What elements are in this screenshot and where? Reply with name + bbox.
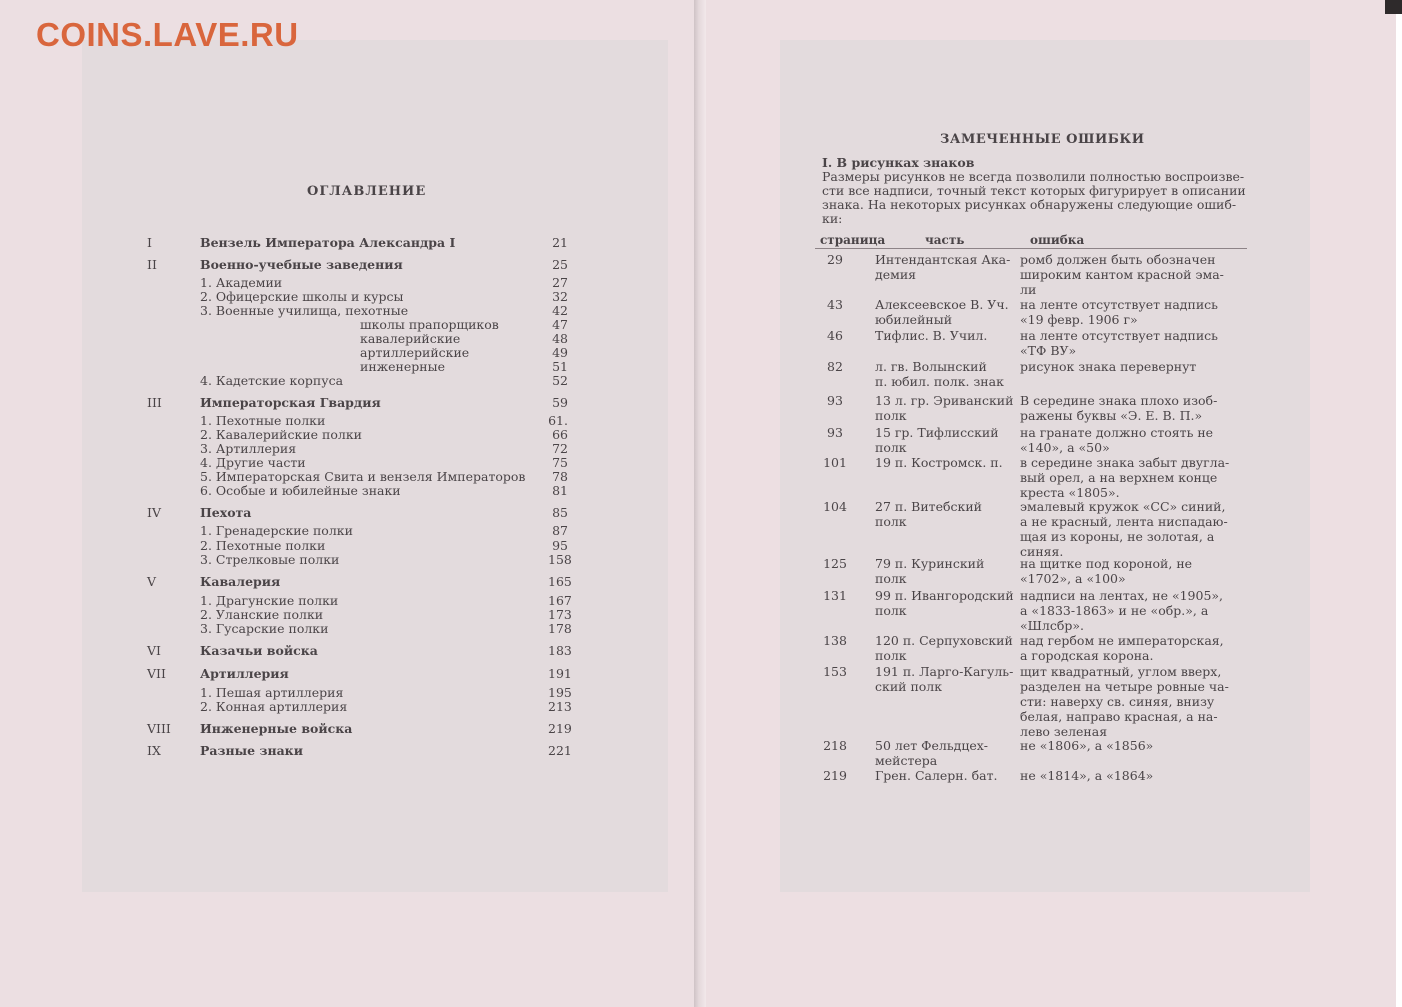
- errata-note: [1020, 588, 1250, 633]
- toc-page-number: 59: [552, 395, 568, 410]
- errata-note-line: вый орел, а на верхнем конце: [1020, 470, 1218, 485]
- toc-page-number: 191: [548, 666, 572, 681]
- errata-note-line: щая из короны, не золотая, а: [1020, 529, 1215, 544]
- left-print-area: [82, 40, 668, 892]
- scan-corner: [1385, 0, 1402, 14]
- errata-note-line: «140», а «50»: [1020, 440, 1110, 455]
- errata-part-line: 15 гр. Тифлисский: [875, 425, 999, 440]
- errata-note-line: разделен на четыре ровные ча-: [1020, 679, 1229, 694]
- toc-entry-title: 2. Конная артиллерия: [200, 699, 348, 714]
- toc-entry-title: инженерные: [360, 359, 445, 374]
- toc-entry-title: Инженерные войска: [200, 721, 353, 736]
- errata-part-line: 79 п. Куринский: [875, 556, 985, 571]
- toc-entry-title: Казачьи войска: [200, 643, 318, 658]
- errata-note-line: эмалевый кружок «СС» синий,: [1020, 499, 1226, 514]
- errata-page-number: 93: [827, 425, 843, 440]
- errata-note: [1020, 664, 1250, 739]
- errata-part-line: 50 лет Фельдцех-: [875, 738, 989, 753]
- errata-page-number: 218: [823, 738, 847, 753]
- errata-part-line: полк: [875, 408, 907, 423]
- errata-part-line: 120 п. Серпуховский: [875, 633, 1013, 648]
- toc-entry-title: 1. Академии: [200, 275, 283, 290]
- errata-note-line: сти: наверху св. синяя, внизу: [1020, 694, 1215, 709]
- errata-part-line: Грен. Салерн. бат.: [875, 768, 998, 783]
- toc-page-number: 81: [552, 483, 568, 498]
- errata-part-line: Тифлис. В. Учил.: [875, 328, 988, 343]
- toc-entry-title: 1. Пешая артиллерия: [200, 685, 344, 700]
- errata-part-line: мейстера: [875, 753, 938, 768]
- toc-section-number: III: [147, 395, 162, 410]
- toc-entry-title: 2. Офицерские школы и курсы: [200, 289, 404, 304]
- errata-part-line: 19 п. Костромск. п.: [875, 455, 1003, 470]
- errata-part: [875, 455, 1020, 470]
- errata-part-line: юбилейный: [875, 312, 953, 327]
- errata-part: [875, 297, 1020, 327]
- toc-entry-title: 3. Артиллерия: [200, 441, 297, 456]
- errata-page-number: 46: [827, 328, 843, 343]
- errata-page-number: 138: [823, 633, 847, 648]
- toc-entry-title: 3. Военные училища, пехотные: [200, 303, 409, 318]
- errata-note: [1020, 738, 1250, 753]
- toc-entry-title: Кавалерия: [200, 574, 281, 589]
- errata-note-line: в середине знака забыт двугла-: [1020, 455, 1230, 470]
- errata-title: ЗАМЕЧЕННЫЕ ОШИБКИ: [940, 132, 1145, 147]
- toc-entry-title: Императорская Гвардия: [200, 395, 381, 410]
- intro-line: знака. На некоторых рисунках обнаружены следующие ошиб-: [822, 197, 1237, 212]
- errata-part: [875, 768, 1020, 783]
- errata-note-line: «1702», а «100»: [1020, 571, 1126, 586]
- errata-note-line: а «1833-1863» и не «обр.», а: [1020, 603, 1209, 618]
- toc-page-number: 42: [552, 303, 568, 318]
- toc-entry-title: 1. Гренадерские полки: [200, 523, 353, 538]
- errata-page-number: 125: [823, 556, 847, 571]
- errata-part: [875, 556, 1020, 586]
- errata-page-number: 93: [827, 393, 843, 408]
- toc-entry-title: кавалерийские: [360, 331, 461, 346]
- toc-entry-title: 2. Уланские полки: [200, 607, 324, 622]
- errata-note-line: не «1806», а «1856»: [1020, 738, 1154, 753]
- errata-note-line: синяя.: [1020, 544, 1064, 559]
- toc-entry-title: 3. Стрелковые полки: [200, 552, 340, 567]
- header-page: страница: [820, 233, 886, 247]
- toc-page-number: 66: [552, 427, 568, 442]
- book-gutter: [694, 0, 706, 1007]
- errata-note-line: «ТФ ВУ»: [1020, 343, 1077, 358]
- errata-note-line: белая, направо красная, а на-: [1020, 709, 1218, 724]
- errata-note: [1020, 499, 1250, 559]
- errata-part-line: полк: [875, 440, 907, 455]
- errata-part-line: л. гв. Волынский: [875, 359, 987, 374]
- errata-note: [1020, 455, 1250, 500]
- toc-entry-title: 6. Особые и юбилейные знаки: [200, 483, 401, 498]
- errata-note-line: над гербом не императорская,: [1020, 633, 1224, 648]
- toc-page-number: 165: [548, 574, 572, 589]
- toc-title: ОГЛАВЛЕНИЕ: [307, 184, 427, 199]
- errata-note: [1020, 768, 1250, 783]
- toc-page-number: 48: [552, 331, 568, 346]
- errata-note-line: рисунок знака перевернут: [1020, 359, 1197, 374]
- toc-page-number: 47: [552, 317, 568, 332]
- toc-entry-title: Военно-учебные заведения: [200, 257, 403, 272]
- toc-page-number: 52: [552, 373, 568, 388]
- errata-part: [875, 252, 1020, 282]
- toc-entry-title: Пехота: [200, 505, 252, 520]
- errata-page-number: 104: [823, 499, 847, 514]
- toc-entry-title: 5. Императорская Свита и вензеля Императоров: [200, 469, 526, 484]
- toc-page-number: 183: [548, 643, 572, 658]
- intro-line: сти все надписи, точный текст которых фигурирует в описании: [822, 183, 1246, 198]
- errata-note-line: на ленте отсутствует надпись: [1020, 328, 1218, 343]
- errata-part: [875, 664, 1020, 694]
- errata-part-line: полк: [875, 514, 907, 529]
- errata-note-line: на щитке под короной, не: [1020, 556, 1193, 571]
- errata-note: [1020, 297, 1250, 327]
- errata-note: [1020, 633, 1250, 663]
- errata-page-number: 219: [823, 768, 847, 783]
- toc-page-number: 167: [548, 593, 572, 608]
- toc-section-number: I: [147, 235, 152, 250]
- errata-part: [875, 633, 1020, 663]
- toc-entry-title: 3. Гусарские полки: [200, 621, 329, 636]
- toc-page-number: 21: [552, 235, 568, 250]
- toc-page-number: 61.: [548, 413, 568, 428]
- errata-note-line: не «1814», а «1864»: [1020, 768, 1154, 783]
- watermark: COINS.LAVE.RU: [36, 16, 299, 53]
- toc-entry-title: 1. Пехотные полки: [200, 413, 326, 428]
- errata-note: [1020, 425, 1250, 455]
- toc-page-number: 195: [548, 685, 572, 700]
- errata-note-line: ражены буквы «Э. Е. В. П.»: [1020, 408, 1203, 423]
- errata-note: [1020, 556, 1250, 586]
- toc-page-number: 27: [552, 275, 568, 290]
- errata-part-line: Интендантская Ака-: [875, 252, 1011, 267]
- errata-part-line: 99 п. Ивангородский: [875, 588, 1014, 603]
- errata-note-line: «Шлсбр».: [1020, 618, 1085, 633]
- toc-entry-title: Артиллерия: [200, 666, 289, 681]
- errata-part: [875, 393, 1020, 423]
- errata-part-line: ский полк: [875, 679, 943, 694]
- errata-part-line: полк: [875, 571, 907, 586]
- errata-page-number: 101: [823, 455, 847, 470]
- errata-note-line: на гранате должно стоять не: [1020, 425, 1214, 440]
- errata-part-line: 13 л. гр. Эриванский: [875, 393, 1014, 408]
- errata-intro: [822, 169, 1246, 226]
- toc-section-number: IX: [147, 743, 161, 758]
- toc-section-number: IV: [147, 505, 161, 520]
- toc-entry-title: артиллерийские: [360, 345, 470, 360]
- toc-section-number: V: [147, 574, 157, 589]
- errata-note-line: лево зеленая: [1020, 724, 1108, 739]
- toc-page-number: 178: [548, 621, 572, 636]
- errata-note-line: ромб должен быть обозначен: [1020, 252, 1216, 267]
- toc-page-number: 87: [552, 523, 568, 538]
- errata-note-line: широким кантом красной эма-: [1020, 267, 1224, 282]
- errata-page-number: 153: [823, 664, 847, 679]
- toc-page-number: 75: [552, 455, 568, 470]
- toc-page-number: 49: [552, 345, 568, 360]
- errata-note-line: ли: [1020, 282, 1037, 297]
- toc-entry-title: 1. Драгунские полки: [200, 593, 339, 608]
- errata-note-line: «19 февр. 1906 г»: [1020, 312, 1138, 327]
- errata-note-line: надписи на лентах, не «1905»,: [1020, 588, 1224, 603]
- toc-page-number: 219: [548, 721, 572, 736]
- errata-note-line: креста «1805».: [1020, 485, 1120, 500]
- errata-note: [1020, 393, 1250, 423]
- errata-part-line: демия: [875, 267, 917, 282]
- errata-part: [875, 328, 1020, 343]
- toc-page-number: 95: [552, 538, 568, 553]
- errata-page-number: 131: [823, 588, 847, 603]
- toc-section-number: II: [147, 257, 157, 272]
- errata-note-line: а городская корона.: [1020, 648, 1154, 663]
- errata-part: [875, 738, 1020, 768]
- errata-note-line: на ленте отсутствует надпись: [1020, 297, 1218, 312]
- toc-page-number: 51: [552, 359, 568, 374]
- toc-entry-title: 4. Другие части: [200, 455, 306, 470]
- toc-section-number: VI: [147, 643, 161, 658]
- errata-part: [875, 359, 1020, 389]
- errata-note-line: В середине знака плохо изоб-: [1020, 393, 1218, 408]
- toc-entry-title: 2. Пехотные полки: [200, 538, 326, 553]
- errata-part: [875, 499, 1020, 529]
- errata-part: [875, 425, 1020, 455]
- intro-line: Размеры рисунков не всегда позволили полностью воспроизве-: [822, 169, 1245, 184]
- errata-note: [1020, 359, 1250, 374]
- errata-part-line: Алексеевское В. Уч.: [875, 297, 1009, 312]
- errata-part-line: полк: [875, 648, 907, 663]
- toc-page-number: 173: [548, 607, 572, 622]
- errata-page-number: 29: [827, 252, 843, 267]
- errata-note-line: щит квадратный, углом вверх,: [1020, 664, 1222, 679]
- toc-page-number: 32: [552, 289, 568, 304]
- errata-part-line: п. юбил. полк. знак: [875, 374, 1004, 389]
- toc-page-number: 221: [548, 743, 572, 758]
- errata-note: [1020, 252, 1250, 297]
- toc-page-number: 78: [552, 469, 568, 484]
- toc-page-number: 72: [552, 441, 568, 456]
- errata-page-number: 82: [827, 359, 843, 374]
- errata-page-number: 43: [827, 297, 843, 312]
- errata-subtitle: I. В рисунках знаков: [822, 155, 975, 170]
- toc-entry-title: Разные знаки: [200, 743, 303, 758]
- toc-entry-title: Вензель Императора Александра I: [200, 235, 456, 250]
- header-part: часть: [925, 233, 965, 247]
- toc-page-number: 85: [552, 505, 568, 520]
- scan-edge: [1396, 0, 1402, 1007]
- intro-line: ки:: [822, 211, 843, 226]
- header-error: ошибка: [1030, 233, 1085, 247]
- toc-page-number: 158: [548, 552, 572, 567]
- toc-page-number: 25: [552, 257, 568, 272]
- toc-entry-title: 4. Кадетские корпуса: [200, 373, 344, 388]
- errata-part-line: 191 п. Ларго-Кагуль-: [875, 664, 1014, 679]
- errata-part: [875, 588, 1020, 618]
- errata-note: [1020, 328, 1250, 358]
- errata-note-line: а не красный, лента ниспадаю-: [1020, 514, 1228, 529]
- toc-section-number: VII: [147, 666, 166, 681]
- errata-part-line: 27 п. Витебский: [875, 499, 982, 514]
- header-rule: [815, 248, 1247, 249]
- toc-entry-title: 2. Кавалерийские полки: [200, 427, 362, 442]
- errata-part-line: полк: [875, 603, 907, 618]
- toc-section-number: VIII: [147, 721, 171, 736]
- toc-entry-title: школы прапорщиков: [360, 317, 499, 332]
- toc-page-number: 213: [548, 699, 572, 714]
